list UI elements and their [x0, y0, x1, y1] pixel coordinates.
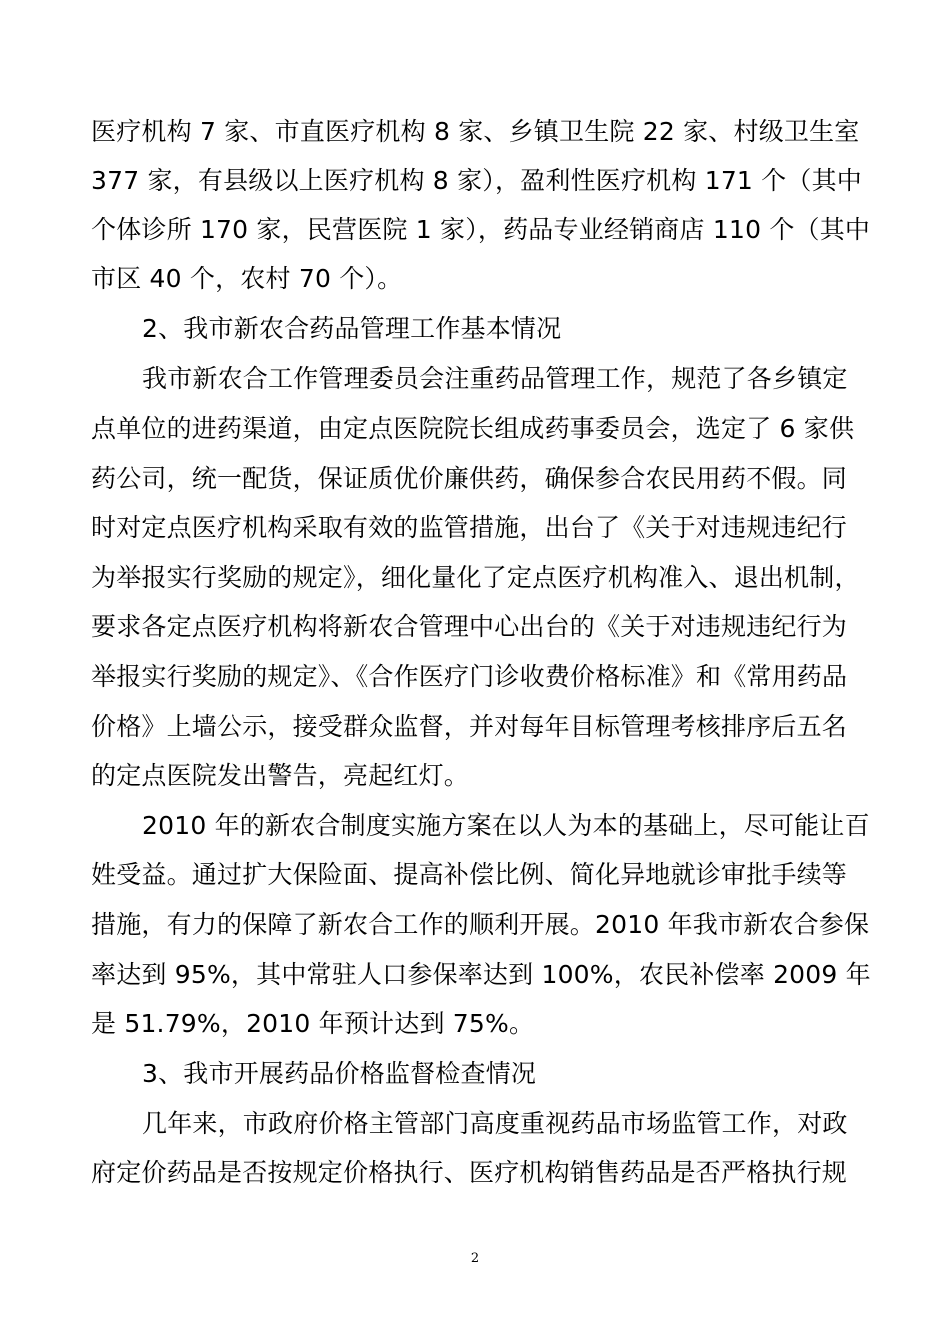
page-number: 2	[470, 1251, 480, 1266]
body-line: 我市新农合工作管理委员会注重药品管理工作，规范了各乡镇定	[142, 364, 848, 393]
body-line: 府定价药品是否按规定价格执行、医疗机构销售药品是否严格执行规	[91, 1158, 848, 1187]
body-line: 要求各定点医疗机构将新农合管理中心出台的《关于对违规违纪行为	[91, 612, 848, 641]
body-line: 几年来，市政府价格主管部门高度重视药品市场监管工作，对政	[142, 1109, 848, 1138]
body-line: 2010 年的新农合制度实施方案在以人为本的基础上，尽可能让百	[142, 811, 870, 840]
body-line: 率达到 95%，其中常驻人口参保率达到 100%，农民补偿率 2009 年	[91, 960, 871, 989]
body-line: 的定点医院发出警告，亮起红灯。	[91, 761, 470, 790]
section-heading: 3、我市开展药品价格监督检查情况	[142, 1059, 537, 1088]
body-line: 为举报实行奖励的规定》，细化量化了定点医疗机构准入、退出机制，	[91, 563, 860, 592]
body-line: 举报实行奖励的规定》、《合作医疗门诊收费价格标准》和《常用药品	[91, 662, 848, 691]
body-line: 377 家，有县级以上医疗机构 8 家），盈利性医疗机构 171 个（其中	[91, 166, 862, 195]
body-line: 时对定点医疗机构采取有效的监管措施，出台了《关于对违规违纪行	[91, 513, 848, 542]
body-line: 市区 40 个，农村 70 个）。	[91, 264, 403, 293]
body-line: 价格》上墙公示，接受群众监督，并对每年目标管理考核排序后五名	[91, 712, 848, 741]
body-line: 点单位的进药渠道，由定点医院院长组成药事委员会，选定了 6 家供	[91, 414, 855, 443]
body-line: 措施，有力的保障了新农合工作的顺利开展。2010 年我市新农合参保	[91, 910, 870, 939]
body-line: 医疗机构 7 家、市直医疗机构 8 家、乡镇卫生院 22 家、村级卫生室	[91, 117, 860, 146]
body-line: 姓受益。通过扩大保险面、提高补偿比例、简化异地就诊审批手续等	[91, 860, 848, 889]
body-line: 是 51.79%，2010 年预计达到 75%。	[91, 1009, 535, 1038]
body-line: 药公司，统一配货，保证质优价廉供药，确保参合农民用药不假。同	[91, 464, 848, 493]
body-line: 个体诊所 170 家，民营医院 1 家），药品专业经销商店 110 个（其中	[91, 215, 871, 244]
section-heading: 2、我市新农合药品管理工作基本情况	[142, 314, 562, 343]
